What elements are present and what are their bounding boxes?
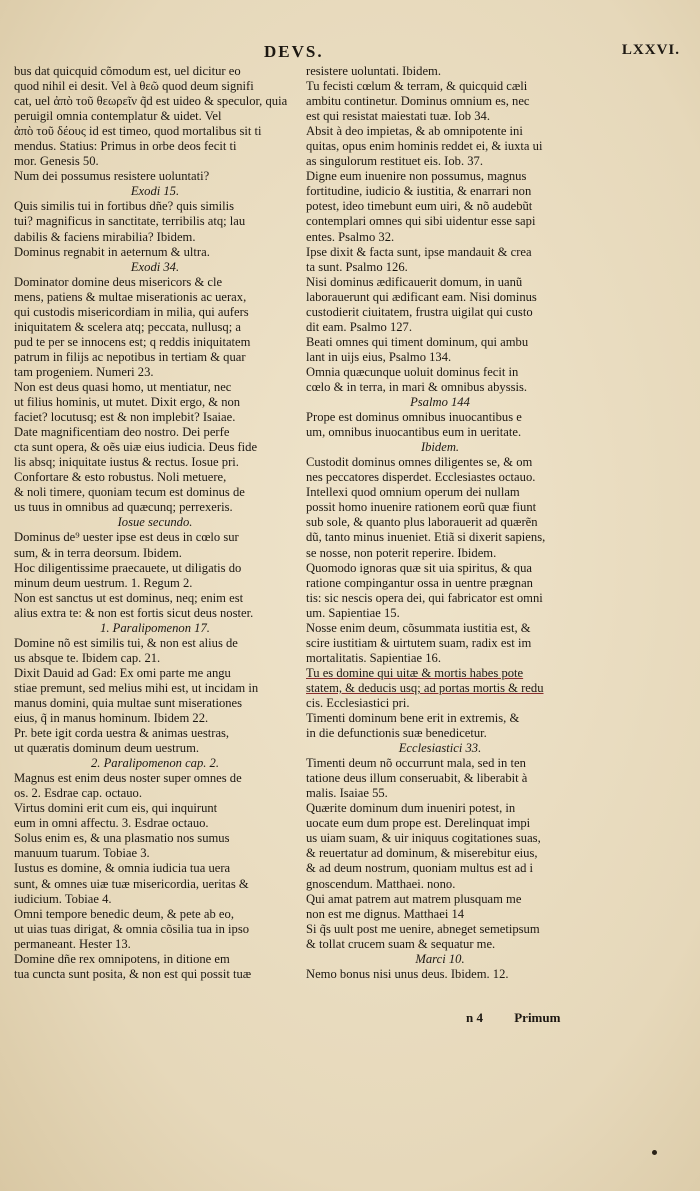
text-line: uocate eum dum prope est. Derelinquat impi bbox=[306, 816, 531, 831]
text-line: manuum tuarum. Tobiae 3. bbox=[14, 846, 150, 861]
text-line: manus domini, quia multae sunt miserationes bbox=[14, 695, 243, 710]
text-line: iudicium. Tobiae 4. bbox=[14, 891, 112, 906]
text-line: patrum in filijs ac nepotibus in tertiam & quar bbox=[14, 349, 246, 364]
text-line: entes. Psalmo 32. bbox=[306, 229, 395, 244]
text-line: in die defunctionis suæ benedicetur. bbox=[306, 726, 487, 741]
text-line: bus dat quicquid cõmodum est, uel dicitur eo bbox=[14, 64, 241, 78]
text-line: Domine nõ est similis tui, & non est alius de bbox=[14, 635, 238, 650]
text-line: Non est sanctus ut est dominus, neq; enim est bbox=[14, 590, 244, 605]
text-line: fortitudine, iudicio & iustitia, & enarrari non bbox=[306, 184, 532, 199]
text-line: Prope est dominus omnibus inuocantibus e bbox=[306, 410, 522, 425]
citation-line: 1. Paralipomenon 17. bbox=[100, 620, 210, 635]
text-line: cis. Ecclesiastici pri. bbox=[306, 695, 410, 710]
text-line: mortalitatis. Sapientiae 16. bbox=[306, 650, 442, 665]
text-line: Si q̃s uult post me uenire, abneget semetipsum bbox=[306, 921, 540, 936]
text-line: Omni tempore benedic deum, & pete ab eo, bbox=[14, 906, 234, 921]
text-line: Non est deus quasi homo, ut mentiatur, nec bbox=[14, 379, 232, 394]
text-line: Custodit dominus omnes diligentes se, & om bbox=[306, 455, 533, 470]
right-column bbox=[306, 64, 574, 982]
text-line: us uiam suam, & uir iniquus cogitationes suas, bbox=[306, 831, 541, 846]
text-line: Nosse enim deum, cõsummata iustitia est, & bbox=[306, 620, 531, 635]
text-line: Ipse dixit & facta sunt, ipse mandauit & crea bbox=[306, 244, 532, 259]
text-line: Omnia quæcunque uoluit dominus fecit in bbox=[306, 364, 519, 379]
text-line: Tu fecisti cœlum & terram, & quicquid cæli bbox=[306, 79, 528, 94]
text-line: Intellexi quod omnium operum dei nullam bbox=[306, 485, 520, 500]
text-line: dabilis & faciens mirabilia? Ibidem. bbox=[14, 229, 196, 244]
text-line: qui custodis misericordiam in milia, qui aufers bbox=[14, 304, 249, 319]
text-line: Timenti dominum bene erit in extremis, & bbox=[306, 711, 520, 726]
text-line: cta sunt opera, & oẽs uiæ eius iudicia. Deus fide bbox=[14, 440, 258, 455]
text-line: eum in omni affectu. 3. Esdrae octauo. bbox=[14, 816, 209, 831]
citation-line: Ibidem. bbox=[420, 440, 460, 455]
left-column bbox=[14, 64, 296, 982]
text-line: tua cuncta sunt posita, & non est qui possit tuæ bbox=[14, 966, 252, 981]
text-line: mens, patiens & multae miserationis ac uerax, bbox=[14, 289, 247, 304]
citation-line: Exodi 15. bbox=[130, 184, 180, 199]
text-line: um. Sapientiae 15. bbox=[306, 605, 400, 620]
text-line: dũ, tanto minus inueniet. Etiã si dixerit sapiens, bbox=[306, 530, 546, 545]
text-line: potest, ideo timebunt eum uiri, & nõ audebũt bbox=[306, 199, 533, 214]
text-line: quod nihil ei desit. Vel à θεῶ quod deum signifi bbox=[14, 79, 254, 94]
citation-line: Ecclesiastici 33. bbox=[398, 741, 482, 756]
citation-line: Psalmo 144 bbox=[410, 395, 470, 410]
text-line: Magnus est enim deus noster super omnes de bbox=[14, 771, 242, 786]
text-line: Date magnificentiam deo nostro. Dei perfe bbox=[14, 425, 230, 440]
text-line: cœlo & in terra, in mari & omnibus abyssis. bbox=[306, 379, 528, 394]
text-line: & noli timere, quoniam tecum est dominus de bbox=[14, 485, 245, 500]
text-line: tui? magnificus in sanctitate, terribilis atq; lau bbox=[14, 214, 246, 229]
text-line: non est me dignus. Matthaei 14 bbox=[306, 906, 465, 921]
text-line: Dominus de⁹ uester ipse est deus in cœlo sur bbox=[14, 530, 239, 545]
text-line: stiae premunt, sed melius mihi est, ut incidam in bbox=[14, 680, 259, 695]
text-line: Solus enim es, & una plasmatio nos sumus bbox=[14, 831, 230, 846]
text-line: Qui amat patrem aut matrem plusquam me bbox=[306, 891, 522, 906]
ink-spot bbox=[652, 1150, 657, 1155]
text-line: as singulorum restituet eis. Iob. 37. bbox=[306, 154, 483, 169]
running-title: DEVS. bbox=[264, 42, 324, 61]
text-line: lis absq; iniquitate iustus & rectus. Iosue pri. bbox=[14, 455, 239, 470]
text-line: resistere uoluntati. Ibidem. bbox=[306, 64, 441, 78]
text-line: scire iustitiam & uirtutem suam, radix est im bbox=[306, 635, 532, 650]
text-line: laborauerunt qui ædificant eam. Nisi dominus bbox=[306, 289, 537, 304]
text-line: Tu es domine qui uitæ & mortis habes pote bbox=[306, 665, 524, 680]
text-line: Timenti deum nõ occurrunt mala, sed in ten bbox=[306, 756, 526, 771]
text-line: cat, uel ἀπὸ τοῦ θεωρεῖν q̃d est uideo & speculor, quia bbox=[14, 94, 288, 109]
text-line: sunt, & omnes uiæ tuæ misericordia, ueritas & bbox=[14, 876, 249, 891]
text-line: Num dei possumus resistere uoluntati? bbox=[14, 169, 210, 184]
text-line: peruigil omnia contemplatur & uidet. Vel bbox=[14, 109, 222, 124]
text-line: Virtus domini erit cum eis, qui inquirunt bbox=[14, 801, 218, 816]
text-line: quitas, opus enim hominis reddet ei, & iuxta ui bbox=[306, 139, 543, 154]
catchword: Primum bbox=[514, 1010, 561, 1025]
text-line: contemplari omnes qui sibi uidentur esse sapi bbox=[306, 214, 536, 229]
text-line: ratione compingantur ossa in uentre prægnan bbox=[306, 575, 533, 590]
text-line: us absque te. Ibidem cap. 21. bbox=[14, 650, 161, 665]
text-line: sum, & in terra deorsum. Ibidem. bbox=[14, 545, 182, 560]
citation-line: 2. Paralipomenon cap. 2. bbox=[90, 756, 220, 771]
text-line: alius extra te: & non est fortis sicut deus noster. bbox=[14, 605, 254, 620]
citation-line: Exodi 34. bbox=[130, 259, 180, 274]
text-line: Domine dñe rex omnipotens, in ditione em bbox=[14, 951, 230, 966]
text-line: um, omnibus inuocantibus eum in ueritate. bbox=[306, 425, 522, 440]
text-line: Quis similis tui in fortibus dñe? quis similis bbox=[14, 199, 235, 214]
text-line: Digne eum inuenire non possumus, magnus bbox=[306, 169, 527, 184]
text-line: statem, & deducis usq; ad portas mortis & redu bbox=[306, 680, 544, 695]
text-line: gnoscendum. Matthaei. nono. bbox=[306, 876, 456, 891]
text-line: os. 2. Esdrae cap. octauo. bbox=[14, 786, 142, 801]
text-line: us tuus in omnibus ad quæcunq; perrexeris. bbox=[14, 500, 233, 515]
text-line: Nemo bonus nisi unus deus. Ibidem. 12. bbox=[306, 966, 509, 981]
text-line: Absit à deo impietas, & ab omnipotente ini bbox=[306, 124, 523, 139]
text-line: possit homo inuenire rationem eorũ quæ fiunt bbox=[306, 500, 537, 515]
text-line: lant in uijs eius, Psalmo 134. bbox=[306, 349, 452, 364]
citation-line: Iosue secundo. bbox=[117, 515, 193, 530]
text-line: dit eam. Psalmo 127. bbox=[306, 319, 412, 334]
text-line: & ad deum nostrum, quoniam multus est ad i bbox=[306, 861, 534, 876]
text-line: sub sole, & quanto plus laborauerit ad quærẽn bbox=[306, 515, 538, 530]
text-line: est qui resistat maiestati tuæ. Iob 34. bbox=[306, 109, 490, 124]
text-line: Quærite dominum dum inueniri potest, in bbox=[306, 801, 516, 816]
text-line: Iustus es domine, & omnia iudicia tua uera bbox=[14, 861, 231, 876]
text-line: custodierit ciuitatem, frustra uigilat qui custo bbox=[306, 304, 533, 319]
text-line: Quomodo ignoras quæ sit uia spiritus, & qua bbox=[306, 560, 532, 575]
text-line: mendus. Statius: Primus in orbe deos fecit ti bbox=[14, 139, 237, 154]
text-line: iniquitatem & scelera atq; peccata, nullusq; a bbox=[14, 319, 241, 334]
text-line: ut uias tuas dirigat, & omnia cõsilia tua in ipso bbox=[14, 921, 250, 936]
text-line: se nosse, non poterit reperire. Ibidem. bbox=[306, 545, 497, 560]
folio-number: LXXVI. bbox=[621, 42, 680, 58]
text-line: ta sunt. Psalmo 126. bbox=[306, 259, 408, 274]
text-line: nes peccatores disperdet. Ecclesiastes octauo. bbox=[306, 470, 536, 485]
text-line: tam progeniem. Numeri 23. bbox=[14, 364, 154, 379]
signature-mark: n 4 bbox=[466, 1010, 483, 1025]
text-line: tatione deus illum conseruabit, & liberabit à bbox=[306, 771, 528, 786]
citation-line: Marci 10. bbox=[415, 951, 465, 966]
text-line: ut quæratis dominum deum uestrum. bbox=[14, 741, 200, 756]
text-line: faciet? locutusq; est & non implebit? Isaiae. bbox=[14, 410, 236, 425]
text-line: mor. Genesis 50. bbox=[14, 154, 99, 169]
text-line: Confortare & esto robustus. Noli metuere, bbox=[14, 470, 227, 485]
text-line: permaneant. Hester 13. bbox=[14, 936, 131, 951]
text-line: minum deum uestrum. 1. Regum 2. bbox=[14, 575, 193, 590]
text-line: & reuertatur ad dominum, & miserebitur eius, bbox=[306, 846, 538, 861]
text-line: ut filius hominis, ut mutet. Dixit ergo, & non bbox=[14, 395, 241, 410]
text-line: ἀπὸ τοῦ δέους id est timeo, quod mortalibus sit ti bbox=[14, 124, 262, 139]
text-line: Nisi dominus ædificauerit domum, in uanũ bbox=[306, 274, 523, 289]
text-line: & tollat crucem suam & sequatur me. bbox=[306, 936, 496, 951]
text-line: eius, q̃ in manus hominum. Ibidem 22. bbox=[14, 711, 209, 726]
text-line: Beati omnes qui timent dominum, qui ambu bbox=[306, 334, 529, 349]
text-line: pud te per se innocens est; q reddis iniquitatem bbox=[14, 334, 251, 349]
text-line: ambitu continetur. Dominus omnium es, nec bbox=[306, 94, 530, 109]
text-line: Hoc diligentissime praecauete, ut diligatis do bbox=[14, 560, 242, 575]
page-footer bbox=[466, 1010, 588, 1026]
text-line: Dixit Dauid ad Gad: Ex omi parte me angu bbox=[14, 665, 231, 680]
page-header bbox=[14, 42, 686, 66]
text-line: Pr. bete igit corda uestra & animas uestras, bbox=[14, 726, 230, 741]
text-line: tis: sic nescis opera dei, qui fabricator est omni bbox=[306, 590, 543, 605]
text-line: Dominator domine deus misericors & cle bbox=[14, 274, 223, 289]
text-line: Dominus regnabit in aeternum & ultra. bbox=[14, 244, 210, 259]
text-line: malis. Isaiae 55. bbox=[306, 786, 388, 801]
